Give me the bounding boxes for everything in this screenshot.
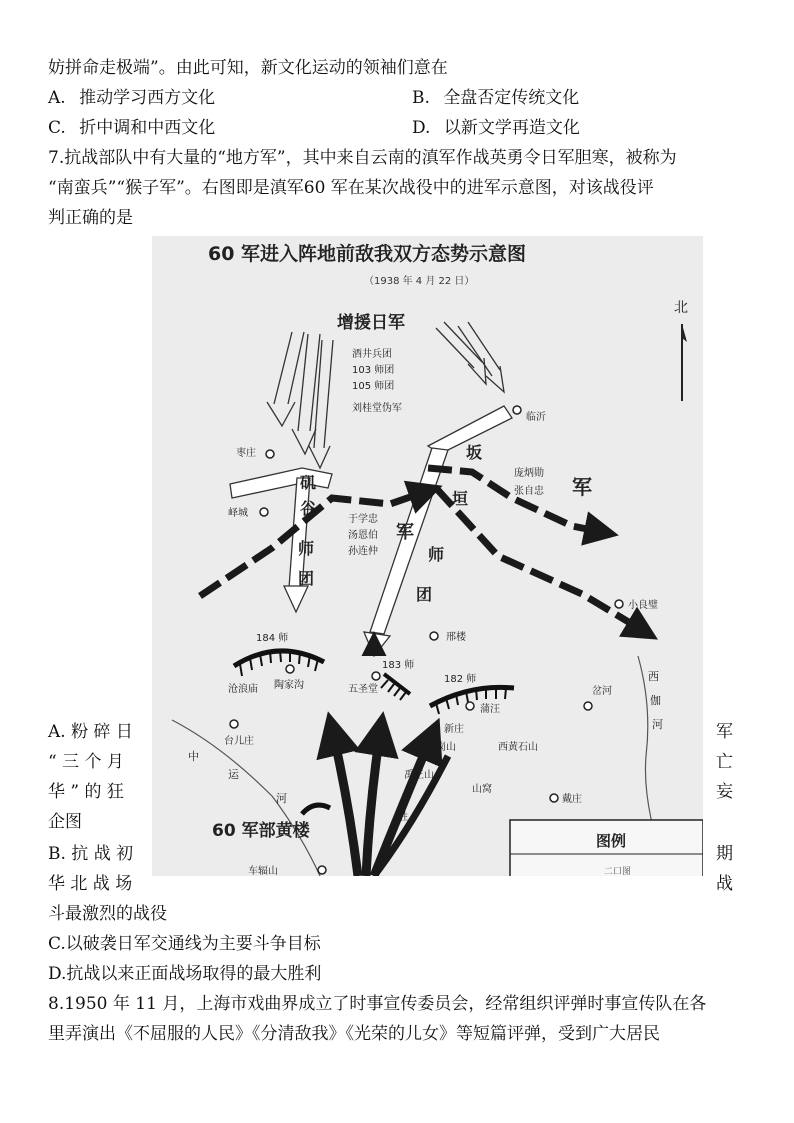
town-canglangmiao: 沧浪庙: [228, 684, 258, 695]
town-xiaoliangbi: 小良璧: [628, 600, 658, 611]
river-zhongyun-char-2: 运: [228, 768, 239, 781]
army-top-word: 军: [572, 475, 592, 499]
town-linyi-marker: [513, 406, 521, 414]
map-jp-unit-3: 105 师团: [352, 381, 395, 392]
town-taierzhuang-marker: [230, 720, 238, 728]
q6-option-c[interactable]: [48, 116, 215, 140]
q6-option-b-text: 全盘否定传统文化: [443, 88, 580, 108]
q7-option-a-right-2: 亡: [716, 752, 733, 772]
town-zaozhuang-marker: [266, 450, 274, 458]
q7-option-b-frag-2: 华 北 战 场: [48, 874, 133, 894]
army-mid-commander-3: 孙连仲: [348, 546, 378, 557]
town-chefushan: 车辐山: [248, 866, 278, 876]
div-182-label: 182 师: [444, 674, 477, 685]
itagaki-char-4: 团: [416, 585, 433, 604]
q7-line-3: 判正确的是: [48, 208, 133, 228]
isogai-char-1: 矶: [300, 473, 317, 492]
town-wushengtang-marker: [372, 672, 380, 680]
town-chahe: 岔河: [592, 686, 612, 697]
town-chefushan-marker: [318, 866, 326, 874]
itagaki-char-1: 坂: [466, 443, 483, 462]
isogai-char-2: 谷: [300, 499, 317, 518]
q8-line-2: 里弄演出《不屈服的人民》《分清敌我》《光荣的儿女》等短篇评弹，受到广大居民: [48, 1024, 660, 1044]
q6-option-c-text: 折中调和中西文化: [79, 118, 216, 138]
map-jp-unit-4: 刘桂堂伪军: [352, 403, 402, 414]
itagaki-char-2: 垣: [452, 489, 469, 508]
map-reinforce-label: 增援日军: [337, 313, 405, 333]
q7-option-a-frag-3: 华 ” 的 狂: [48, 782, 124, 802]
town-zaozhuang: 枣庄: [236, 448, 256, 459]
q6-option-d-letter: D.: [412, 118, 431, 138]
town-xingjia: 邢楼: [446, 632, 466, 643]
q7-line-2: “南蛮兵”“猴子军”。右图即是滇军60 军在某次战役中的进军示意图，对该战役评: [48, 178, 654, 198]
q7-line-1: 7.抗战部队中有大量的“地方军”，其中来自云南的滇军作战英勇令日军胆寒，被称为: [48, 148, 677, 168]
legend-item-1: 二口图: [604, 867, 632, 876]
map-date: （1938 年 4 月 22 日）: [364, 276, 475, 287]
q8-line-1: 8.1950 年 11 月，上海市戏曲界成立了时事宣传委员会，经常组织评弹时事宣传队在各: [48, 994, 707, 1014]
q7-option-d[interactable]: D.抗战以来正面战场取得的最大胜利: [48, 964, 322, 984]
river-zhongyun-char-1: 中: [188, 750, 199, 763]
army-top-commander-2: 张自忠: [514, 486, 544, 497]
army60-hq-label: 60 军部黄楼: [212, 821, 310, 841]
place-yuwangshan: 禹王山: [404, 770, 434, 781]
town-yicheng-marker: [260, 508, 268, 516]
q7-option-a-frag-2: “ 三 个 月: [48, 752, 124, 772]
river-xijia-char-2: 伽: [650, 694, 661, 707]
place-shanwo: 山窝: [472, 784, 492, 795]
div-184-label: 184 师: [256, 633, 289, 644]
town-xinzhuang: 新庄: [444, 724, 464, 735]
town-wushengtang: 五圣堂: [348, 684, 378, 695]
town-taierzhuang: 台儿庄: [224, 736, 254, 747]
div-183-label: 183 师: [382, 660, 415, 671]
town-linyi: 临沂: [526, 412, 546, 423]
river-zhongyun-char-3: 河: [276, 792, 287, 805]
q7-option-b-cont: 斗最激烈的战役: [48, 904, 167, 924]
town-yicheng: 峄城: [228, 508, 248, 519]
map-title: 60 军进入阵地前敌我双方态势示意图: [208, 243, 527, 265]
town-puwang: 蒲汪: [480, 704, 500, 715]
town-xiaoliangbi-marker: [615, 600, 623, 608]
town-chahe-marker: [584, 702, 592, 710]
army-mid-commander-2: 汤恩伯: [348, 530, 378, 541]
army-mid-commander-1: 于学忠: [348, 514, 378, 525]
isogai-char-3: 师: [298, 539, 315, 558]
q7-option-b-right-1: 期: [716, 844, 733, 864]
map-jp-unit-2: 103 师团: [352, 365, 395, 376]
map-north-label: 北: [674, 300, 688, 316]
q6-option-a[interactable]: [48, 86, 215, 110]
q6-option-a-letter: A.: [48, 88, 66, 108]
q7-option-a-right-3: 妄: [716, 782, 733, 802]
q6-option-d-text: 以新文学再造文化: [443, 118, 580, 138]
q7-option-b-frag-1[interactable]: B. 抗 战 初: [48, 844, 134, 864]
map-jp-unit-1: 酒井兵团: [352, 349, 392, 360]
q6-text-tail: 妨拼命走极端”。由此可知，新文化运动的领袖们意在: [48, 58, 448, 78]
place-huanggangshan: 黄岗山: [426, 742, 456, 753]
army-mid-word: 军: [396, 522, 414, 543]
river-xijia-char-1: 西: [648, 670, 659, 683]
q6-option-b-letter: B.: [412, 88, 430, 108]
town-dazhuang-marker: [550, 794, 558, 802]
battle-map-figure: [152, 236, 703, 876]
town-puwang-marker: [466, 702, 474, 710]
itagaki-char-3: 师: [428, 545, 445, 564]
place-sheng: 胜: [398, 812, 408, 823]
river-xijia-char-3: 河: [652, 718, 663, 731]
q6-option-c-letter: C.: [48, 118, 66, 138]
q7-option-c[interactable]: C.以破袭日军交通线为主要斗争目标: [48, 934, 321, 954]
town-xingjia-marker: [430, 632, 438, 640]
army-top-commander-1: 庞炳勋: [514, 468, 544, 479]
q7-option-b-right-2: 战: [716, 874, 733, 894]
q6-option-a-text: 推动学习西方文化: [79, 88, 216, 108]
q7-option-a-right-1: 军: [716, 722, 733, 742]
q7-option-a-frag-1[interactable]: A. 粉 碎 日: [48, 722, 133, 742]
legend-title: 图例: [596, 832, 627, 850]
town-taojiagou-marker: [286, 665, 294, 673]
town-dazhuang: 戴庄: [562, 794, 582, 805]
town-taojiagou: 陶家沟: [274, 680, 304, 691]
q6-option-d[interactable]: [412, 116, 580, 140]
isogai-char-4: 团: [298, 569, 315, 588]
place-xihuangshishan: 西黄石山: [498, 742, 538, 753]
q7-option-a-frag-4: 企图: [48, 812, 82, 832]
q6-option-b[interactable]: [412, 86, 579, 110]
